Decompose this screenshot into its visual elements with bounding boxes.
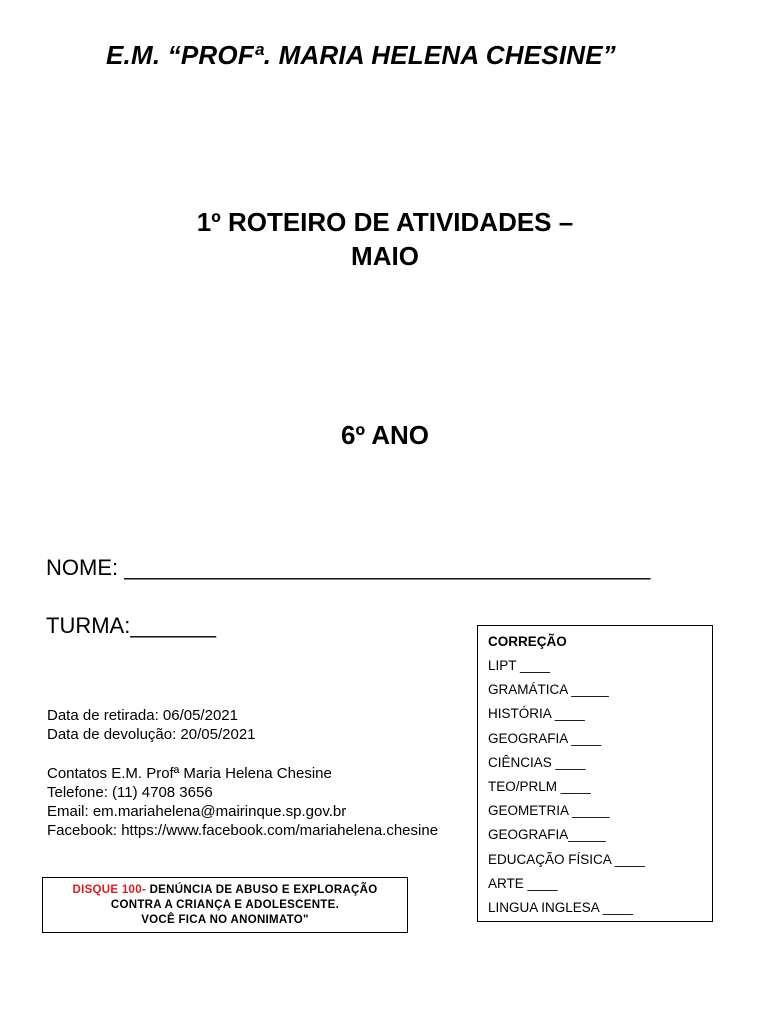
title-line-1: 1º ROTEIRO DE ATIVIDADES – [196, 207, 574, 237]
contact-facebook: Facebook: https://www.facebook.com/mariahelena.chesine [47, 822, 439, 839]
pickup-date: Data de retirada: 06/05/2021 [47, 707, 238, 724]
dates-block [47, 706, 256, 744]
contact-email: Email: em.mariahelena@mairinque.sp.gov.br [47, 803, 347, 820]
class-field: TURMA:_______ [46, 613, 216, 638]
correction-item: CIÊNCIAS ____ [488, 754, 586, 770]
grade-label: 6º ANO [341, 420, 429, 450]
hotline-line-2: CONTRA A CRIANÇA E ADOLESCENTE. [110, 899, 340, 911]
contacts-block [47, 764, 438, 840]
hotline-label: DISQUE 100- [72, 884, 147, 896]
return-date: Data de devolução: 20/05/2021 [47, 726, 256, 743]
hotline-line-3: VOCÊ FICA NO ANONIMATO" [141, 914, 309, 926]
correction-item: GEOGRAFIA_____ [488, 827, 606, 843]
contact-phone: Telefone: (11) 4708 3656 [47, 784, 213, 801]
correction-item: HISTÓRIA ____ [488, 706, 585, 722]
correction-item: GEOGRAFIA ____ [488, 730, 602, 746]
name-field: NOME: ___________________________________________ [46, 555, 651, 580]
document-title [0, 205, 770, 273]
correction-item: ARTE ____ [488, 875, 558, 891]
hotline-line-1 [43, 883, 407, 898]
correction-item: GEOMETRIA _____ [488, 803, 610, 819]
correction-item: TEO/PRLM ____ [488, 779, 591, 795]
correction-heading: CORREÇÃO [488, 634, 567, 649]
correction-box [477, 625, 713, 922]
contacts-heading: Contatos E.M. Profª Maria Helena Chesine [47, 765, 332, 782]
title-line-2: MAIO [351, 241, 419, 271]
hotline-line-1-text: DENÚNCIA DE ABUSO E EXPLORAÇÃO [146, 884, 378, 896]
correction-item: LIPT ____ [488, 658, 551, 673]
correction-item: GRAMÁTICA _____ [488, 682, 609, 698]
correction-item: LINGUA INGLESA ____ [488, 900, 633, 916]
school-name: E.M. “PROFª. MARIA HELENA CHESINE” [106, 40, 616, 70]
correction-item: EDUCAÇÃO FÍSICA ____ [488, 851, 645, 867]
hotline-notice [42, 877, 408, 933]
